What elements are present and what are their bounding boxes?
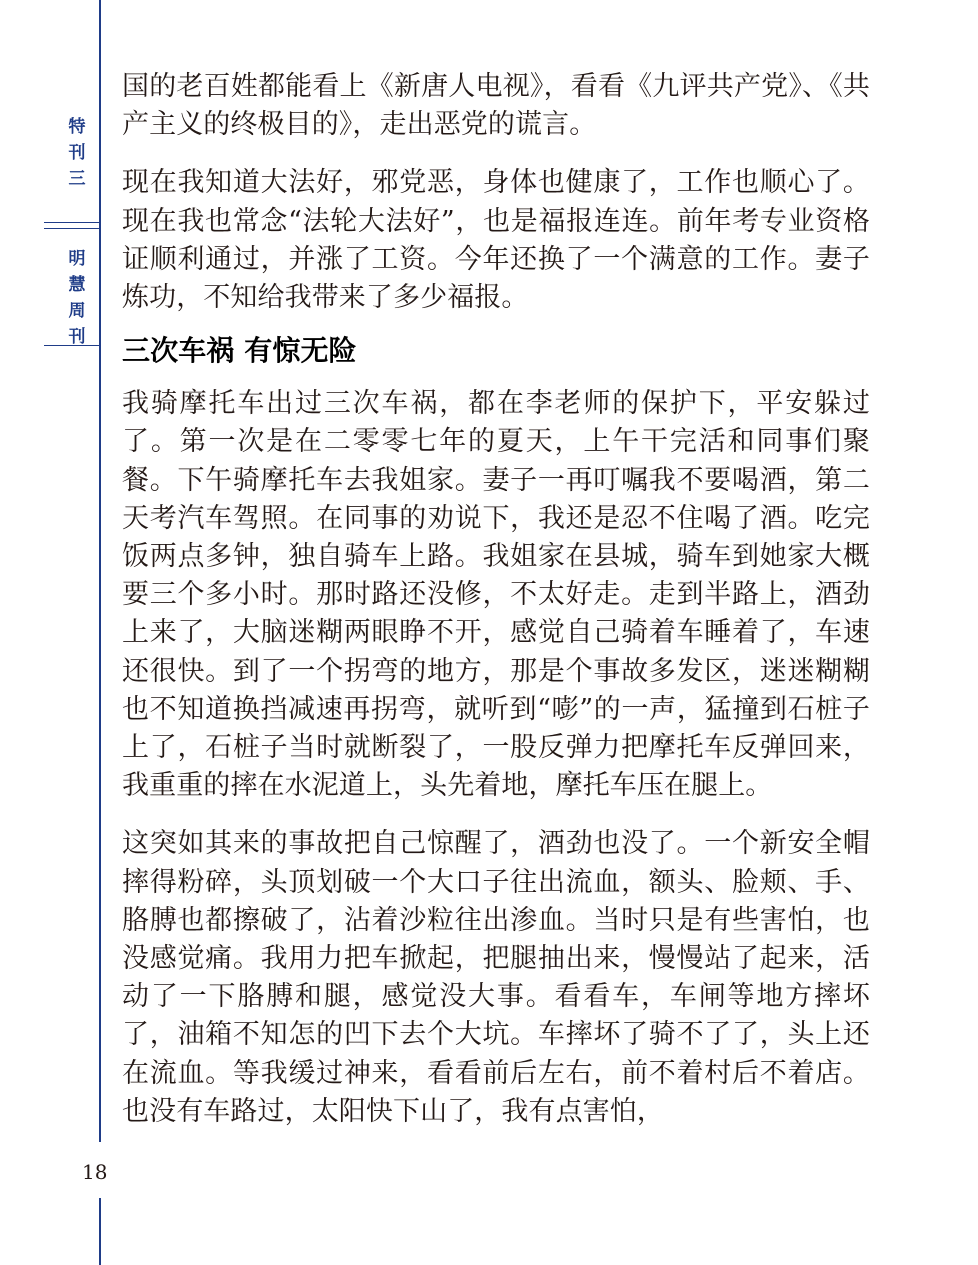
left-margin-rule-bottom	[99, 1198, 101, 1265]
page-number: 18	[82, 1160, 108, 1184]
sidebar-divider	[44, 345, 100, 346]
sidebar-char: 三	[68, 169, 86, 189]
sidebar-label-special-issue	[58, 114, 96, 192]
article-body	[122, 68, 870, 1131]
paragraph: 我骑摩托车出过三次车祸，都在李老师的保护下，平安躲过了。第一次是在二零零七年的夏天，上午干完活和同事们聚餐。下午骑摩托车去我姐家。妻子一再叮嘱我不要喝酒，第二天考汽车驾照。在同事的劝说下，我还是忍不住喝了酒。吃完饭两点多钟，独自骑车上路。我姐家在县城，骑车到她家大概要三个多小时。那时路还没修，不太好走。走到半路上，酒劲上来了，大脑迷糊两眼睁不开，感觉自己骑着车睡着了，车速还很快。到了一个拐弯的地方，那是个事故多发区，迷迷糊糊也不知道换挡减速再拐弯，就听到“嘭”的一声，猛撞到石桩子上了，石桩子当时就断裂了，一股反弹力把摩托车反弹回来，我重重的摔在水泥道上，头先着地，摩托车压在腿上。	[122, 388, 870, 802]
left-margin-rule	[99, 0, 101, 1142]
section-heading: 三次车祸 有惊无险	[122, 334, 357, 368]
paragraph: 国的老百姓都能看上《新唐人电视》，看看《九评共产党》、《共产主义的终极目的》，走出恶党的谎言。	[122, 71, 870, 141]
paragraph: 现在我知道大法好，邪党恶，身体也健康了，工作也顺心了。现在我也常念“法轮大法好”，也是福报连连。前年考专业资格证顺利通过，并涨了工资。今年还换了一个满意的工作。妻子炼功，不知给我带来了多少福报。	[122, 167, 870, 314]
sidebar-char: 刊	[68, 327, 86, 347]
sidebar-divider	[44, 222, 100, 223]
paragraph: 这突如其来的事故把自己惊醒了，酒劲也没了。一个新安全帽摔得粉碎，头顶划破一个大口子往出流血，额头、脸颊、手、胳膊也都擦破了，沾着沙粒往出渗血。当时只是有些害怕，也没感觉痛。我用力把车掀起，把腿抽出来，慢慢站了起来，活动了一下胳膊和腿，感觉没大事。看看车，车闸等地方摔坏了，油箱不知怎的凹下去个大坑。车摔坏了骑不了了，头上还在流血。等我缓过神来，看看前后左右，前不着村后不着店。也没有车路过，太阳快下山了，我有点害怕，	[122, 828, 870, 1127]
sidebar-char: 刊	[68, 143, 86, 163]
sidebar-char: 周	[68, 301, 86, 321]
sidebar-char: 特	[68, 117, 86, 137]
sidebar-label-weekly	[58, 246, 96, 350]
sidebar-char: 慧	[68, 275, 86, 295]
sidebar-divider	[44, 228, 100, 229]
sidebar-char: 明	[68, 249, 86, 269]
